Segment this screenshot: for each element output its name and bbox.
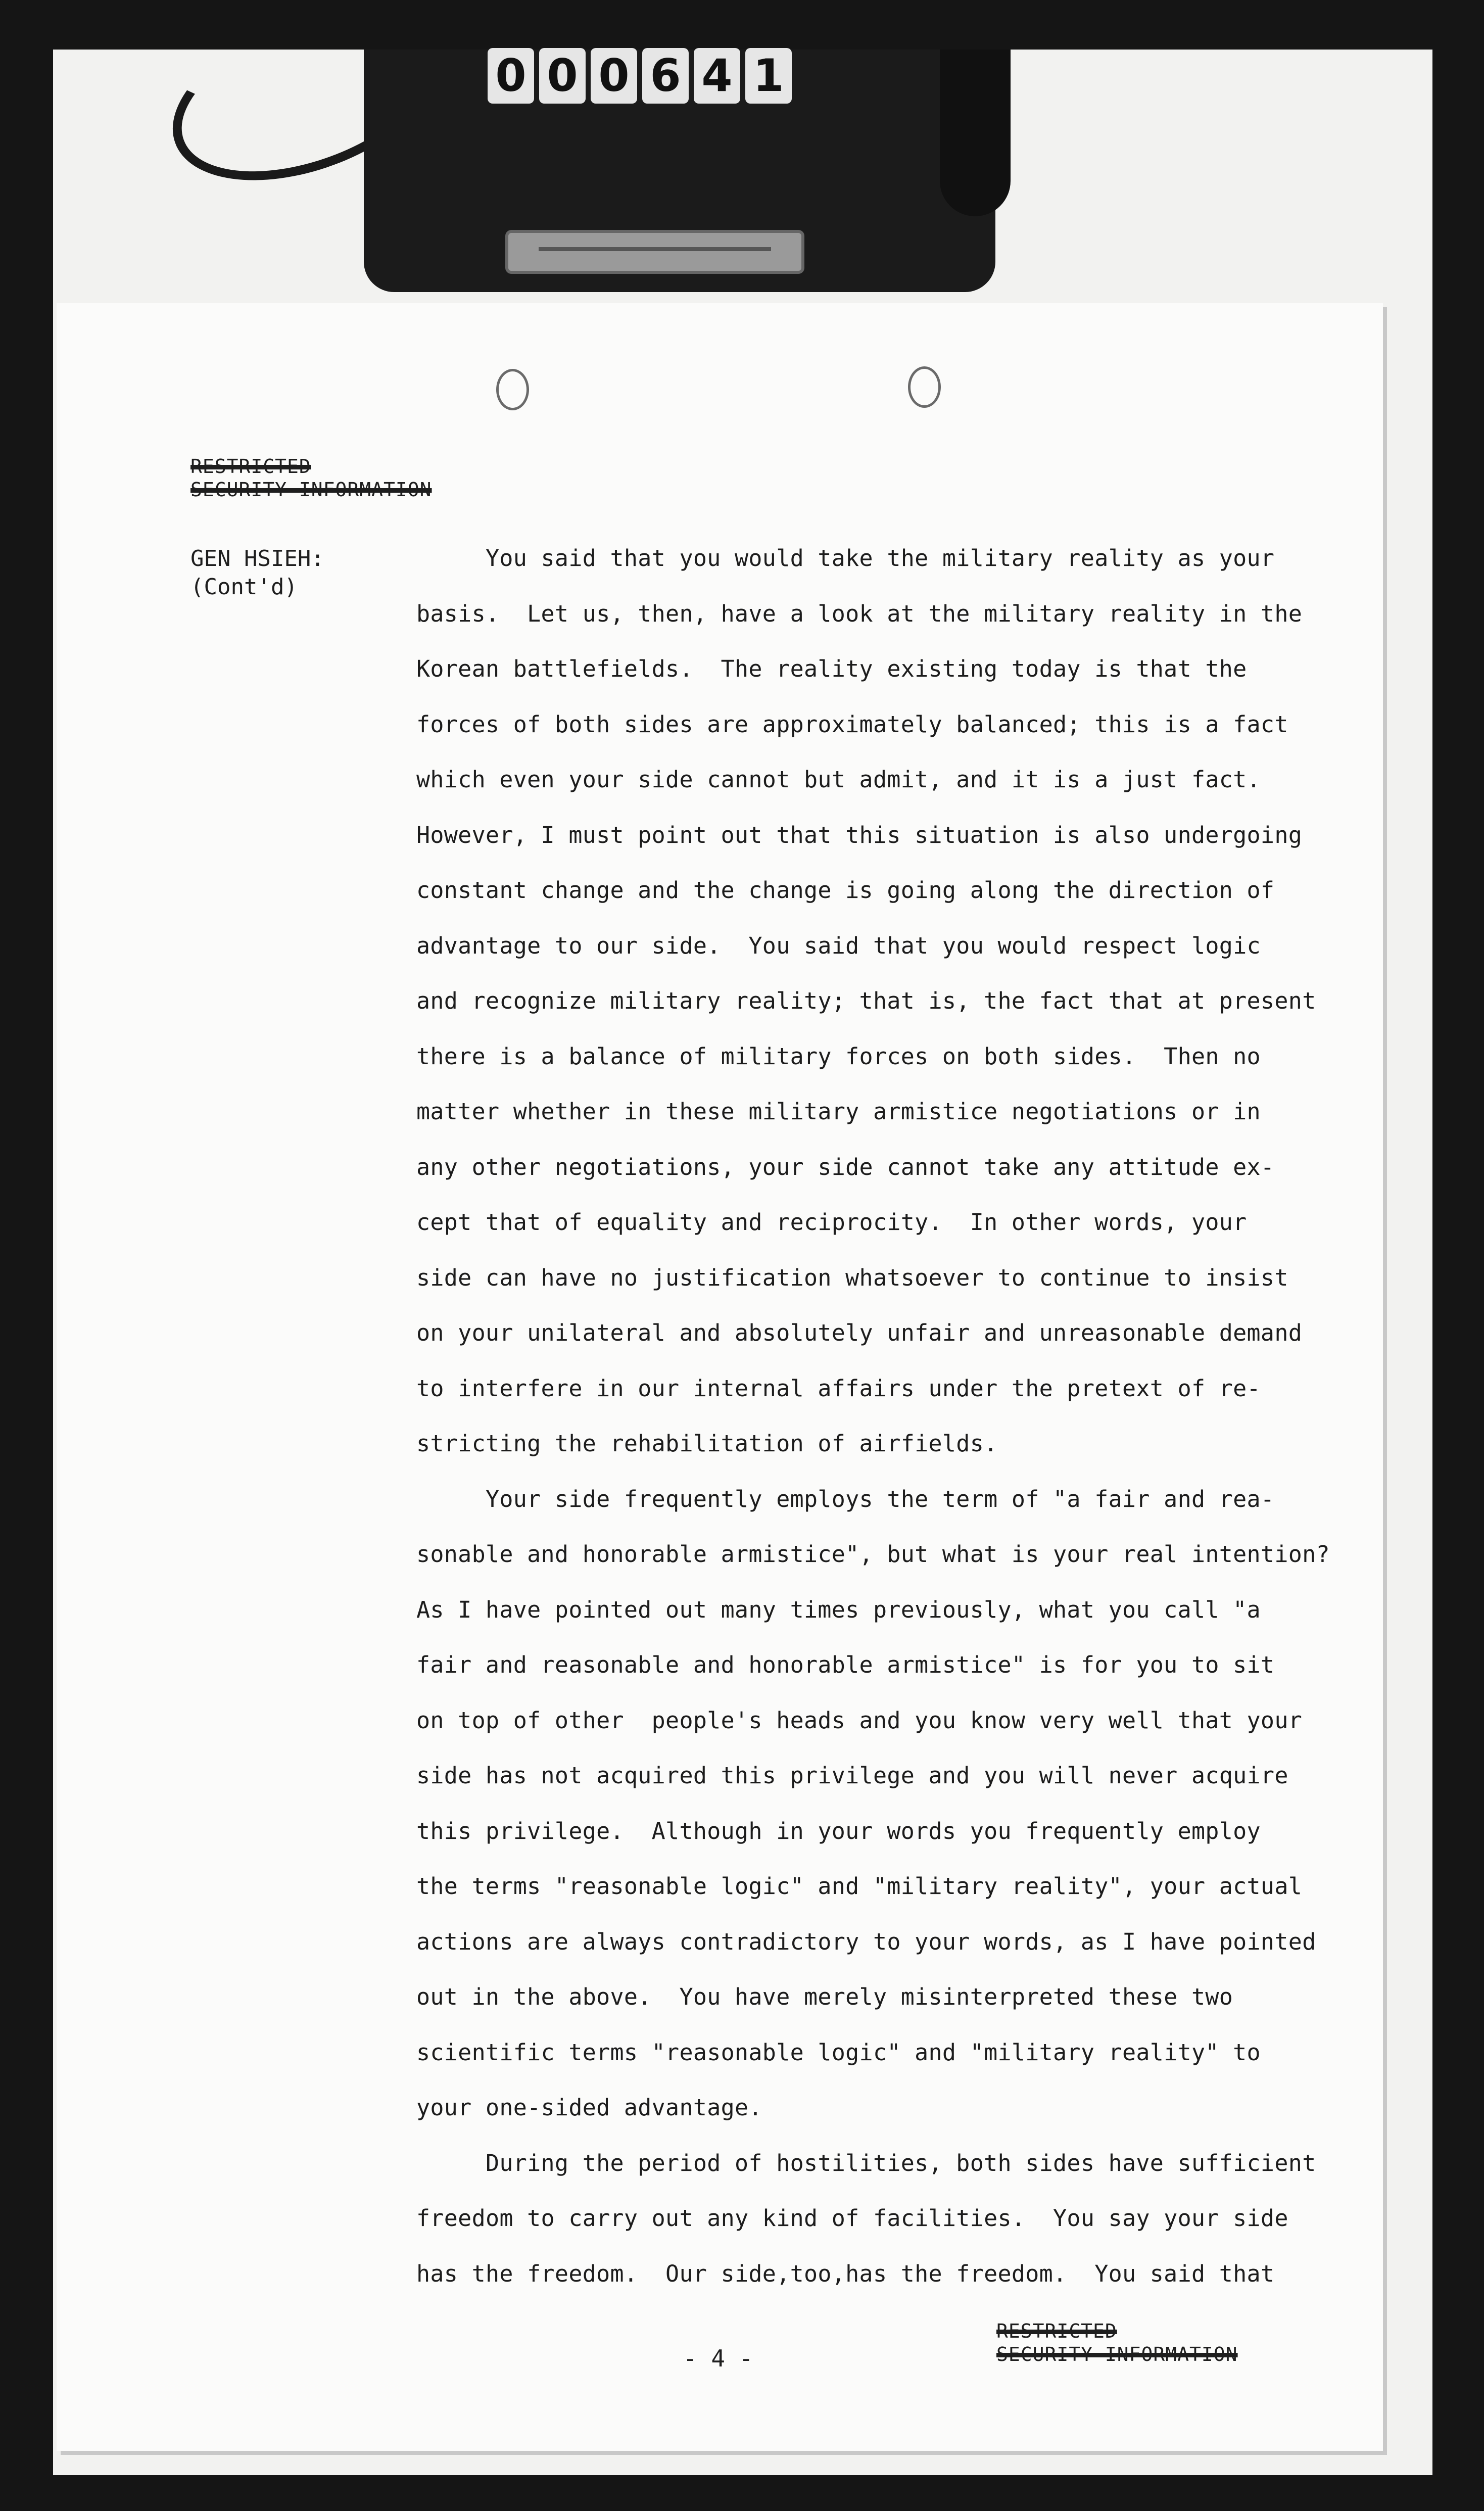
transcript-line: side has not acquired this privilege and you will never acquire xyxy=(416,1762,1288,1789)
classification-line: RESTRICTED xyxy=(190,455,311,478)
transcript-line: your one-sided advantage. xyxy=(416,2094,762,2121)
counter-nameplate xyxy=(505,230,804,274)
counter-digit: 4 xyxy=(694,48,740,104)
transcript-line: However, I must point out that this situation is also undergoing xyxy=(416,821,1303,848)
speaker-label xyxy=(190,545,324,601)
transcript-line: matter whether in these military armistice negotiations or in xyxy=(416,1098,1261,1125)
transcript-line: out in the above. You have merely misinterpreted these two xyxy=(416,1983,1233,2010)
transcript-line: You said that you would take the military reality as your xyxy=(416,545,1275,572)
transcript-line: constant change and the change is going along the direction of xyxy=(416,877,1275,904)
classification-marking-top xyxy=(190,455,432,501)
transcript-line: freedom to carry out any kind of facilities. You say your side xyxy=(416,2205,1288,2232)
transcript-line: stricting the rehabilitation of airfields. xyxy=(416,1430,998,1457)
transcript-line: Your side frequently employs the term of "a fair and rea- xyxy=(416,1485,1275,1512)
transcript-line: sonable and honorable armistice", but what is your real intention? xyxy=(416,1541,1330,1568)
classification-line: SECURITY INFORMATION xyxy=(996,2343,1238,2365)
frame-counter-digits xyxy=(488,48,792,104)
page-number: - 4 - xyxy=(683,2345,753,2372)
transcript-line: During the period of hostilities, both sides have sufficient xyxy=(416,2149,1316,2176)
speaker-name: GEN HSIEH: xyxy=(190,546,324,572)
transcript-line: advantage to our side. You said that you would respect logic xyxy=(416,932,1261,959)
transcript-line: actions are always contradictory to your words, as I have pointed xyxy=(416,1928,1316,1955)
counter-digit: 0 xyxy=(591,48,637,104)
transcript-line: the terms "reasonable logic" and "military reality", your actual xyxy=(416,1873,1303,1900)
classification-line: SECURITY INFORMATION xyxy=(190,479,432,501)
transcript-body xyxy=(416,531,1366,2301)
document-page xyxy=(57,303,1383,2451)
punch-hole xyxy=(496,369,529,410)
transcript-line: forces of both sides are approximately balanced; this is a fact xyxy=(416,710,1288,738)
counter-digit: 6 xyxy=(642,48,689,104)
transcript-line: and recognize military reality; that is, the fact that at present xyxy=(416,987,1316,1014)
classification-marking-bottom xyxy=(996,2319,1238,2366)
counter-knob xyxy=(940,50,1011,216)
transcript-line: has the freedom. Our side,too,has the freedom. You said that xyxy=(416,2260,1275,2287)
transcript-line: Korean battlefields. The reality existing today is that the xyxy=(416,655,1247,682)
counter-digit: 1 xyxy=(745,48,792,104)
transcript-line: fair and reasonable and honorable armistice" is for you to sit xyxy=(416,1651,1275,1678)
counter-digit: 0 xyxy=(488,48,534,104)
transcript-line: this privilege. Although in your words you frequently employ xyxy=(416,1817,1261,1844)
classification-line: RESTRICTED xyxy=(996,2320,1117,2342)
transcript-line: on your unilateral and absolutely unfair and unreasonable demand xyxy=(416,1319,1303,1346)
transcript-line: side can have no justification whatsoever to continue to insist xyxy=(416,1264,1288,1291)
transcript-line: basis. Let us, then, have a look at the military reality in the xyxy=(416,600,1303,627)
punch-hole xyxy=(908,366,941,408)
counter-digit: 0 xyxy=(539,48,586,104)
transcript-line: on top of other people's heads and you know very well that your xyxy=(416,1707,1303,1734)
speaker-continued: (Cont'd) xyxy=(190,574,298,600)
transcript-line: As I have pointed out many times previously, what you call "a xyxy=(416,1596,1261,1623)
transcript-line: cept that of equality and reciprocity. In other words, your xyxy=(416,1209,1247,1236)
transcript-line: to interfere in our internal affairs under the pretext of re- xyxy=(416,1375,1261,1402)
transcript-line: which even your side cannot but admit, and it is a just fact. xyxy=(416,766,1261,793)
transcript-line: there is a balance of military forces on both sides. Then no xyxy=(416,1043,1261,1070)
transcript-line: scientific terms "reasonable logic" and "military reality" to xyxy=(416,2039,1261,2066)
transcript-line: any other negotiations, your side cannot take any attitude ex- xyxy=(416,1153,1275,1180)
